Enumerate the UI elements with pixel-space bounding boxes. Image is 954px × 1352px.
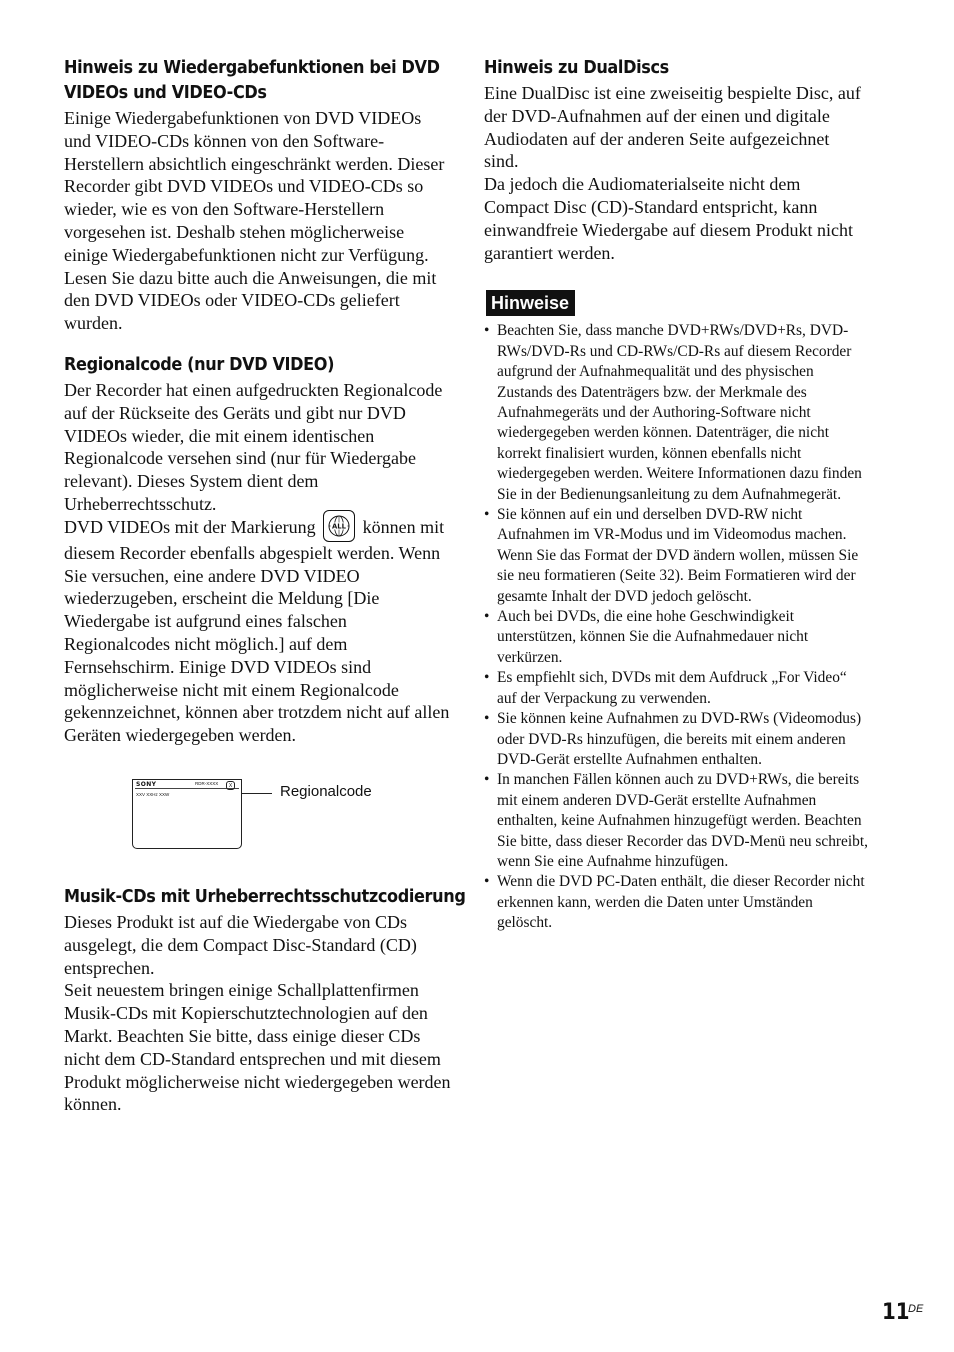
note-text: Sie können keine Aufnahmen zu DVD-RWs (Videomodus) oder DVD-Rs hinzufügen, die bereits mit einem anderen DVD-Gerät erstellte Aufnahmen enthalten. bbox=[497, 710, 862, 768]
bullet-icon: • bbox=[484, 710, 490, 728]
globe-icon bbox=[328, 515, 350, 537]
note-text: Auch bei DVDs, die eine hohe Geschwindigkeit unterstützen, können Sie die Aufnahmedauer nicht verkürzen. bbox=[497, 608, 809, 666]
note-text: Wenn die DVD PC-Daten enthält, die dieser Recorder nicht erkennen kann, werden die Daten unter Umständen gelöscht. bbox=[497, 873, 865, 932]
text-after-mark: können mit diesem Recorder ebenfalls abgespielt werden. Wenn Sie versuchen, eine andere DVD VIDEO wiederzugeben, erscheint die Meldung [Die Wiedergabe ist aufgrund eines falschen Regionalcodes nicht möglich.] auf dem Fernsehschirm. Einige DVD VIDEOs sind möglicherweise nicht mit einem Regionalcode gekennzeichnet, können aber trotzdem nicht auf allen Geräten wiedergegeben werden. bbox=[64, 516, 450, 746]
paragraph-music-cds-standard: Dieses Produkt ist auf die Wiedergabe von CDs ausgelegt, die dem Compact Disc-Standard (CD) entsprechen. bbox=[64, 911, 417, 978]
note-text: Sie können auf ein und derselben DVD-RW nicht Aufnahmen im VR-Modus und im Videomodus machen. Wenn Sie das Format der DVD ändern wollen, müssen Sie sie neu formatieren (Seite 32). Beim Formatieren wird der gesamte Inhalt der DVD jedoch gelöscht. bbox=[497, 506, 859, 605]
paragraph-dualdisc-definition: Eine DualDisc ist eine zweiseitig bespielte Disc, auf der DVD-Aufnahmen auf der einen und digitale Audiodaten auf der anderen Seite aufgezeichnet sind. bbox=[484, 83, 861, 172]
panel-brand-logo: SONY bbox=[136, 780, 157, 788]
paragraph-region-code-all-mark bbox=[64, 516, 452, 747]
paragraph-dualdisc-warning: Da jedoch die Audiomaterialseite nicht dem Compact Disc (CD)-Standard entspricht, kann einwandfreie Wiedergabe auf diesem Produkt nicht garantiert werden. bbox=[484, 174, 853, 263]
bullet-icon: • bbox=[484, 873, 490, 891]
list-item bbox=[484, 321, 868, 505]
right-column bbox=[484, 56, 868, 934]
paragraph-region-code-intro: Der Recorder hat einen aufgedruckten Regionalcode auf der Rückseite des Geräts und gibt nur DVD VIDEOs wieder, die mit einem identischen Regionalcode versehen sind (nur für Wiedergabe relevant). Dieses System dient dem Urheberrechtsschutz. bbox=[64, 379, 443, 514]
rear-panel-figure bbox=[64, 765, 452, 875]
panel-voltage-label: XXV XXHz XXW bbox=[136, 791, 170, 797]
bullet-icon: • bbox=[484, 322, 490, 340]
region-all-mark-icon bbox=[323, 510, 355, 542]
page-language-code: DE bbox=[908, 1303, 924, 1315]
list-item bbox=[484, 505, 868, 607]
list-item bbox=[484, 607, 868, 668]
section-heading-music-cds bbox=[64, 885, 466, 910]
heading-line: VIDEOs und VIDEO-CDs bbox=[64, 83, 267, 103]
heading-line: Hinweis zu Wiedergabefunktionen bei DVD bbox=[64, 58, 440, 78]
heading-line: Musik-CDs mit Urheberrechtsschutzcodierung bbox=[64, 886, 466, 907]
page-number: 11 bbox=[882, 1300, 910, 1325]
note-text: Beachten Sie, dass manche DVD+RWs/DVD+Rs, DVD-RWs/DVD-Rs und CD-RWs/CD-Rs auf diesem Recorder aufgrund der Aufnahmequalität und des physischen Zustands des Datenträgers bzw. der Merkmale des Aufnahmegeräts und der Authoring-Software nicht wiedergegeben werden können. Datenträger, die nicht korrekt finalisiert wurden, können ebenfalls nicht wiedergegeben werden. Weitere Informationen dazu finden Sie in der Bedienungsanleitung zu dem Aufnahmegerät. bbox=[497, 322, 862, 503]
section-heading-playback-functions bbox=[64, 56, 452, 106]
heading-line: Regionalcode (nur DVD VIDEO) bbox=[64, 354, 335, 375]
note-text: In manchen Fällen können auch zu DVD+RWs, die bereits mit einem anderen DVD-Gerät erstellte Aufnahmen enthalten, keine Aufnahmen hinzugefügt werden. Beachten Sie bitte, dass dieser Recorder das DVD-Menü neu schreibt, wenn Sie eine Aufnahme hinzufügen. bbox=[497, 771, 868, 870]
callout-label-regionalcode: Regionalcode bbox=[280, 782, 372, 800]
left-column bbox=[64, 56, 466, 1116]
note-text: Es empfiehlt sich, DVDs mit dem Aufdruck „For Video“ auf der Verpackung zu verwenden. bbox=[497, 669, 847, 707]
bullet-icon: • bbox=[484, 506, 490, 524]
callout-line bbox=[241, 793, 272, 794]
notes-list bbox=[484, 321, 868, 933]
list-item bbox=[484, 872, 868, 933]
bullet-icon: • bbox=[484, 771, 490, 789]
list-item bbox=[484, 709, 868, 770]
bullet-icon: • bbox=[484, 608, 490, 626]
rear-panel-illustration bbox=[132, 779, 242, 849]
section-heading-dualdiscs bbox=[484, 56, 868, 81]
panel-model-label: RDR-XXXX bbox=[195, 780, 219, 786]
list-item bbox=[484, 770, 868, 872]
heading-line: Hinweis zu DualDiscs bbox=[484, 58, 669, 78]
list-item bbox=[484, 668, 868, 709]
paragraph-music-cds-copy-protection: Seit neuestem bringen einige Schallplattenfirmen Musik-CDs mit Kopierschutztechnologien auf den Markt. Beachten Sie bitte, dass einige dieser CDs nicht dem CD-Standard entsprechen und mit diesem Produkt möglicherweise nicht wiedergegeben werden können. bbox=[64, 980, 451, 1115]
paragraph-playback-functions: Einige Wiedergabefunktionen von DVD VIDEOs und VIDEO-CDs können von den Software-Herstellern absichtlich eingeschränkt werden. Dieser Recorder gibt DVD VIDEOs und VIDEO-CDs so wieder, wie es von den Software-Herstellern vorgesehen ist. Deshalb stehen möglicherweise einige Wiedergabefunktionen nicht zur Verfügung. Lesen Sie dazu bitte auch die Anweisungen, die mit den DVD VIDEOs oder VIDEO-CDs geliefert wurden. bbox=[64, 108, 445, 334]
text-before-mark: DVD VIDEOs mit der Markierung bbox=[64, 516, 316, 537]
all-mark-label: ALL bbox=[332, 522, 347, 531]
bullet-icon: • bbox=[484, 669, 490, 687]
panel-region-symbol: X bbox=[226, 781, 235, 790]
section-heading-region-code bbox=[64, 353, 452, 378]
notes-title-badge: Hinweise bbox=[486, 290, 575, 316]
